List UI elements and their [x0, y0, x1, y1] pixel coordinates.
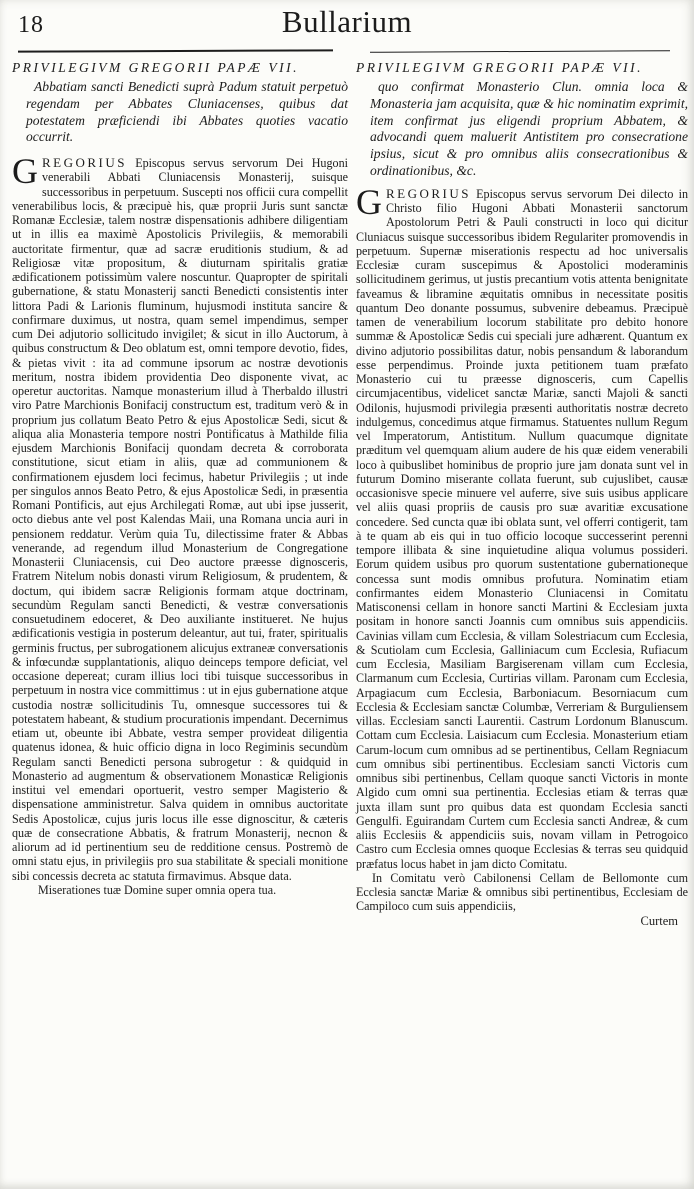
right-column-body-text: Episcopus servus servorum Dei dilecto in Christo filio Hugoni Abbati Monasterii sanctorum Apostolorum Petri & Pauli constructi in loco qui dicitur Cluniacus suisque successoribus ibidem Regulariter promovendis in perpetuum. Supernæ miserationis respectu ad hoc universalis Ecclesiæ curam suscepimus & Apostolici moderaminis sollicitudinem gerimus, ut justis precantium votis attenta benignitate faveamus & libramine æquitatis omnibus in necessitate positis quantum Deo donante possumus, subvenire debeamus. Præcipuè tamen de venerabilium locorum stabilitate pro debito honore summæ & Apostolicæ Sedis cui speciali jure adhærent. Quantum ex divino adjutorio possibilitas datur, nobis pensandum & laborandum esse perpendimus. Proinde juxta petitionem tuam præfato Monasterio cui tu præesse dignosceris, cum Capellis circumjacentibus, videlicet sanctæ Mariæ, sancti Majoli & sancti Odilonis, hujusmodi privilegia præsenti authoritatis nostræ decreto indulgemus, concedimus atque firmamus. Statuentes nullum Regum vel Imperatorum, Antistitum. Nullum quacumque dignitate præditum vel quemquam alium audere de his quæ eidem venerabili loco à quibuslibet hominibus de proprio jure jam donata sunt vel in futurum Domino miserante collata fuerunt, sub cujuslibet, causæ occasionisve specie minuere vel auferre, sive suis usibus applicare vel aliis quasi propriis de causis pro suæ avaritiæ excusatione concedere. Sed cuncta quæ ibi oblata sunt, vel offerri contigerit, tam à te quam ab eis qui in tuo officio locoque successerint perenni tempore illibata & sine inquietudine aliqua volumus possideri. Eorum quidem usibus pro quorum sustentatione gubernationeque concessa sunt modis omnibus profutura. Nominatim etiam confirmantes eidem Monasterio Cluniacensi in Comitatu Matisconensi cellam in honore sancti Martini & Ecclesiam juxta positam in honore sancti Joannis cum omnibus suis appendiciis. Cavinias villam cum Ecclesia, & villam Solestriacum cum Ecclesia, & Scutiolam cum Ecclesia, Galliniacum cum Ecclesia, Rufiacum cum Ecclesia, Masiliam Bargiserenam villam cum Ecclesia, Clarmanum cum Ecclesia, Curtirias villam. Paronam cum Ecclesia, Arpagiacum cum Ecclesia, Barboniacum. Besorniacum cum Ecclesia & Ecclesiam sanctæ Columbæ, Verreriam & Burguliensem villas. Ecclesiam sancti Laurentii. Castrum Lordonum Blanuscum. Cottam cum Ecclesia. Laisiacum cum Ecclesia. Monasterium etiam Carum-locum cum omnibus ad se pertinentibus, Cellam Regniacum cum omnibus sibi pertinentibus. Ecclesiam sancti Victoris cum omnibus sibi pertinenbus, Cellam quoque sancti Victoris in monte Algido cum omni sua pertinentia. Ecclesias etiam & terras quæ juxta illam sunt pro quibus data est quondam Ecclesia sancti Gengulfi. Eguirandam Curtem cum Ecclesia sancti Andreæ, & cum aliis Ecclesiis & appendiciis suis, novam villam in Petrogoico Castro cum Ecclesia omnes quoque Ecclesias & terras seu quidquid præfatus locus habet in jam dicto Comitatu. — [356, 186, 688, 871]
left-column-argument: Abbatiam sancti Benedicti suprà Padum statuit perpetuò regendam per Abbates Cluniacenses, quibus dat potestatem præficiendi ibi Abbates quoties vacatio occurrit. — [26, 79, 348, 145]
header-rule-right — [370, 50, 670, 53]
drop-cap-initial: G — [12, 151, 38, 192]
right-column-second-paragraph: In Comitatu verò Cabilonensi Cellam de Bellomonte cum Ecclesia sanctæ Mariæ & omnibus sibi pertinentibus, Ecclesiam de Campiloco cum suis appendiciis, — [356, 870, 688, 914]
catchword: Curtem — [640, 913, 678, 928]
opening-word: REGORIUS — [386, 185, 472, 201]
opening-word: REGORIUS — [42, 155, 128, 171]
right-column-body — [356, 181, 688, 871]
left-column — [12, 60, 348, 897]
running-title: Bullarium — [281, 4, 413, 39]
left-column-closing-line: Miserationes tuæ Domine super omnia opera tua. — [38, 882, 277, 897]
left-column-body — [12, 151, 348, 883]
drop-cap-initial: G — [356, 181, 382, 222]
right-column-heading: PRIVILEGIVM GREGORII PAPÆ VII. — [356, 60, 643, 75]
left-column-heading: PRIVILEGIVM GREGORII PAPÆ VII. — [12, 60, 299, 75]
left-column-body-text: Episcopus servus servorum Dei Hugoni venerabili Abbati Cluniacensis Monasterij, suisque successoribus in perpetuum. Suscepti nos officii cura compellit venerabilibus locis, & præcipuè his, quæ proprii Juris sunt sanctæ Romanæ Ecclesiæ, talem nostræ dispensationis adhibere diligentiam ut in illis ea maximè Apostolicis Privilegiis, & memorabili auctoritate firmentur, quæ ad sacræ eruditionis studium, & ad Religiosæ vitæ propositum, & diuturnam spiritalis gratiæ ædificationem potissimùm valere noscuntur. Quapropter de spiritali gubernatione, & statu Monasterij sancti Benedicti consistentis inter littora Padi & Larionis fluminum, hujusmodi instituta sancire & confirmare duximus, ut nostra, quam semel impendimus, semper cum Dei adjutorio sollicitudo invigilet; & sicut in illo Auctorum, à quibus constructum & Deo oblatum est, omni tempore devotio, fides, & pietas vivit : ita ad commune ipsorum ac nostræ devotionis meritum, nostra ibidem providentia Deo disponente vivat, ac operetur auctoritas. Namque monasterium illud à Therbaldo illustri viro Patre Marchionis Bonifacij constructum est, traditum verò & in proprium jus collatum Beato Petro & ejus Apostolicæ Sedi, sicut & aliqua alia Monasteria tempore nostri Pontificatus à Mathilde filia ejusdem Marchionis Bonifacij quondam decreta & corroborata constitutione, sicut etiam in aliis, quæ ad communionem & confirmationem ejusdem loci fecimus, habetur Privilegiis ; ut inde per singulos annos Beato Petro, & ejus Apostolicæ Sedi, in præsentia Romani Pontificis, aut ejus Archilegati Romæ, aut ubi ipse jusserit, octo diebus ante vel post Kalendas Maii, una Romana uncia auri in pensionem reddatur. Verùm quia Tu, dilectissime frater & Abbas venerande, ad regendum illud Monasterium de Congregatione Monasterii Cluniacensis, cui Deo auctore præesse dignosceris, Fratrem Nitelum nobis donasti virum Religiosum, & prudentem, & doctum, qui ibidem sacræ Religionis formam atque doctrinam, secundùm Regulam sancti Benedicti, & vestræ conversationis consuetudinem edoceret, & Deo auxiliante institueret. Ne hujus ædificationis vestigia in posterum deleantur, aut tui, frater, spiritualis germinis fructus, per subrogationem alicujus extraneæ conversationis & infœcundæ supplantationis, aliquo deinceps tempore deficiat, vel occasione depereat; curam illius loci tibi tuisque successoribus in perpetuum in nostra vice committimus : ut in ejus gubernatione atque custodia nostræ sollicitudinis Tu, omnesque successores tui & potestatem habeant, & studium procurationis impendant. Decernimus etiam ut, obeunte ibi Abbate, vestra semper provideat diligentia quatenus idonea, & huic officio digna in loco Regiminis secundùm Regulam sancti Benedicti persona subrogetur : & quidquid in Monasterio ad augmentum & observationem Monasticæ Religionis institui vel emendari oportuerit, vestro semper Magisterio & dispensatione amministretur. Salva quidem in omnibus auctoritate Sedis Apostolicæ, cujus juris locus ille esse dignoscitur, & cæteris quæ de consecratione Abbatis, & fratrum Monasterij, necnon & aliorum ad id pertinentium seu de redditione census. Postremò de omni statu ejus, in privilegiis pro sua stabilitate & speciali monitione sibi concessis decreta ac statuta firmavimus. Absque data. — [12, 156, 348, 883]
page-number: 18 — [18, 12, 44, 38]
right-column — [356, 60, 688, 929]
header-rule-left — [18, 49, 333, 52]
right-column-argument: quo confirmat Monasterio Clun. omnia loca & Monasteria jam acquisita, quæ & hic nominatim exprimit, item confirmat jus eligendi proprium Abbatem, & advocandi quem maluerit Antistitem pro consecratione ipsius, sicut & pro omnibus aliis consecrationibus & ordinationibus, &c. — [370, 79, 688, 178]
